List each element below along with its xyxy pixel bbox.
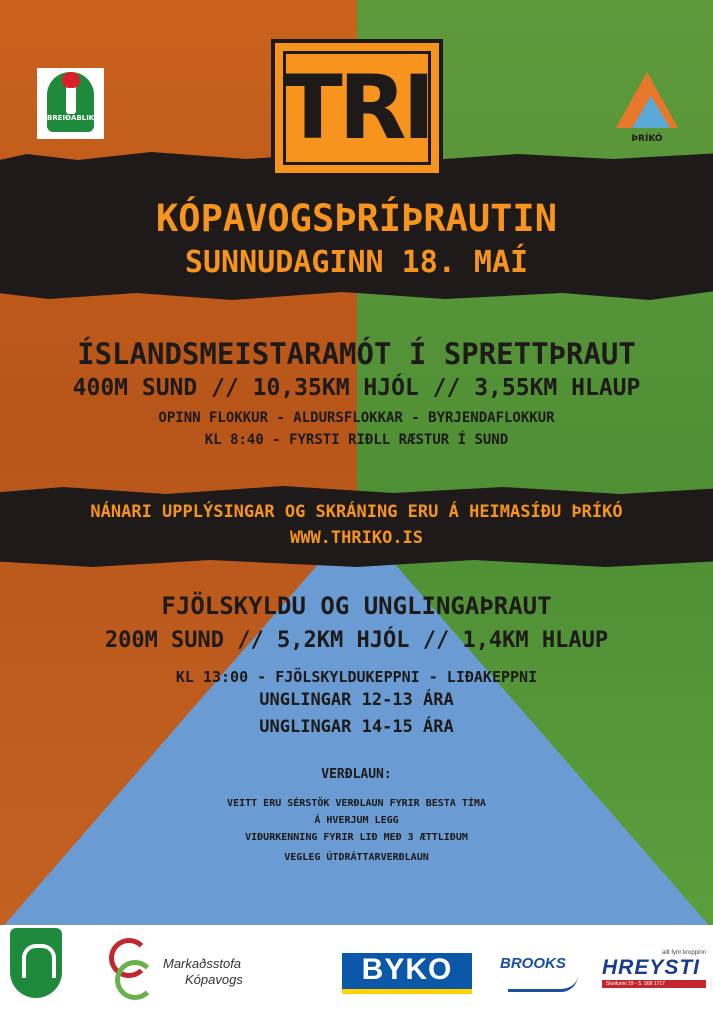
breidablik-logo: [37, 68, 104, 139]
thriko-logo: [612, 72, 682, 150]
markadsstofa-line-2: Kópavogs: [185, 972, 243, 988]
family-distances: 200M SUND // 5,2KM HJÓL // 1,4KM HLAUP: [104, 628, 609, 653]
tri-logo-text: TRI: [282, 56, 432, 159]
prizes-title: VERÐLAUN:: [321, 767, 392, 782]
info-text: NÁNARI UPPLÝSINGAR OG SKRÁNING ERU Á HEIMASÍÐU ÞRÍKÓ: [90, 502, 623, 522]
byko-text: BYKO: [361, 953, 453, 986]
info-band: [0, 485, 713, 567]
tri-logo: [271, 39, 443, 177]
breidablik-label: BREIÐABLIK: [47, 114, 95, 122]
byko-logo: [342, 953, 472, 989]
kopavogur-logo: [10, 928, 65, 1006]
breidablik-shield-icon: [47, 72, 94, 132]
website-link[interactable]: WWW.THRIKO.IS: [289, 528, 424, 548]
brooks-swoosh-icon: [508, 975, 578, 992]
event-title: KÓPAVOGSÞRÍÞRAUTIN: [156, 197, 557, 240]
prizes-line-2: Á HVERJUM LEGG: [314, 815, 399, 826]
prizes-line-3: VIÐURKENNING FYRIR LIÐ MEÐ 3 ÆTTLIÐUM: [245, 832, 468, 843]
prizes-line-4: VEGLEG ÚTDRÁTTARVERÐLAUN: [284, 852, 429, 863]
family-title: FJÖLSKYLDU OG UNGLINGAÞRAUT: [161, 592, 552, 620]
arch-icon: [22, 944, 56, 978]
thriko-inner-triangle-icon: [632, 96, 670, 128]
event-date: SUNNUDAGINN 18. MAÍ: [184, 245, 529, 280]
flame-icon: [62, 72, 80, 88]
sprint-start-time: KL 8:40 - FYRSTI RIÐLL RÆSTUR Í SUND: [204, 432, 509, 448]
thriko-label: ÞRÍKÓ: [631, 134, 663, 144]
family-start-time: KL 13:00 - FJÖLSKYLDUKEPPNI - LIÐAKEPPNI: [175, 668, 538, 686]
prizes-line-1: VEITT ERU SÉRSTÖK VERÐLAUN FYRIR BESTA TÍMA: [227, 798, 486, 809]
kopavogur-shield-icon: [10, 928, 62, 998]
markadsstofa-line-1: Markaðsstofa: [163, 956, 242, 971]
youth-group-1: UNGLINGAR 12-13 ÁRA: [259, 690, 454, 710]
sprint-distances: 400M SUND // 10,35KM HJÓL // 3,55KM HLAUP: [72, 375, 641, 401]
hreysti-logo: [602, 950, 706, 990]
hreysti-text: HREYSTI: [602, 956, 701, 979]
youth-group-2: UNGLINGAR 14-15 ÁRA: [259, 717, 454, 737]
hreysti-tagline: allt fyrir kroppinn: [661, 950, 706, 956]
sprint-title: ÍSLANDSMEISTARAMÓT Í SPRETTÞRAUT: [77, 337, 636, 371]
sprint-categories: OPINN FLOKKUR - ALDURSFLOKKAR - BYRJENDAFLOKKUR: [158, 410, 555, 426]
brooks-text: BROOKS: [500, 955, 566, 972]
hreysti-address: Skeifunni 19 - S. 568 1717: [602, 980, 706, 988]
markadsstofa-logo: [105, 928, 255, 1008]
markadsstofa-k-icon: [109, 938, 149, 998]
brooks-logo: [500, 955, 588, 995]
byko-underline: [342, 989, 472, 994]
